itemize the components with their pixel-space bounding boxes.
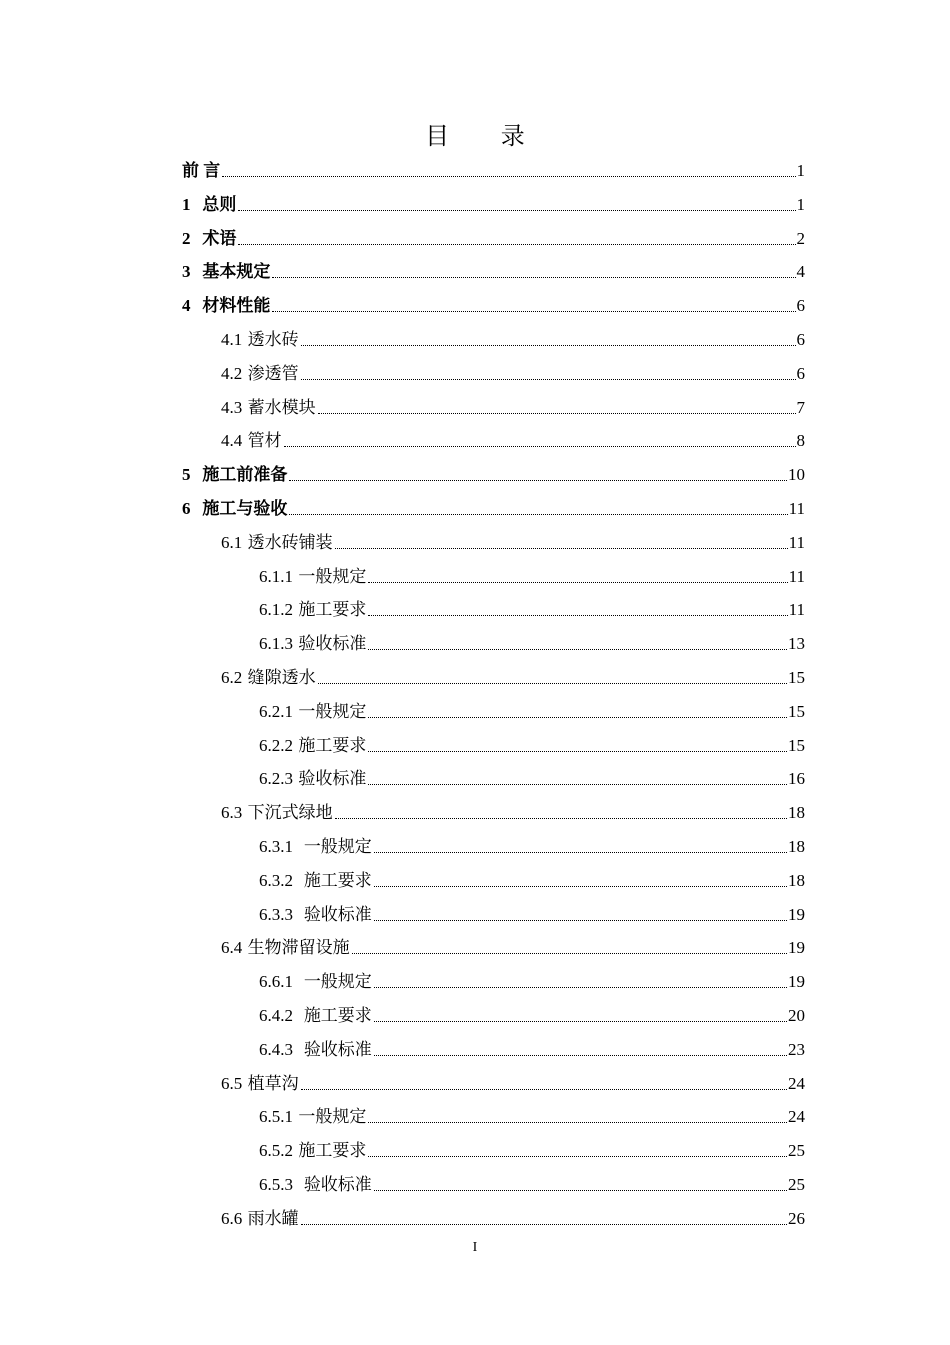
toc-entry-label: [259, 904, 373, 926]
toc-entry-label: [182, 295, 271, 317]
toc-entry-label: [182, 228, 237, 250]
toc-entry-label: [259, 735, 367, 757]
toc-entry-number: 6.4: [221, 938, 243, 958]
toc-entry-text: 施工要求: [298, 600, 367, 621]
toc-entry-number: 5: [182, 465, 191, 485]
toc-entry-label: [259, 1106, 367, 1128]
toc-entry-label: [182, 160, 221, 182]
toc-entry-number: 4.2: [221, 363, 243, 383]
toc-entry-text: 材料性能: [202, 296, 271, 317]
toc-entry-page: 11: [788, 600, 805, 620]
toc-entry[interactable]: [259, 896, 805, 926]
toc-entry-text: 基本规定: [202, 262, 271, 283]
toc-entry[interactable]: [259, 625, 805, 655]
toc-entry-text: 下沉式绿地: [247, 803, 333, 824]
toc-entry-label: [221, 430, 283, 452]
toc-entry-page: 7: [796, 397, 805, 417]
toc-entry-number: 4.1: [221, 330, 243, 349]
toc-entry-number: 4.3: [221, 397, 243, 417]
toc-entry-label: [259, 1140, 367, 1162]
toc-entry-text: 施工前准备: [202, 465, 288, 486]
toc-entry-number: 6.6.1: [259, 972, 293, 992]
page-title: 目 录: [425, 122, 547, 150]
dot-leader: [374, 886, 787, 887]
dot-leader: [289, 480, 787, 481]
toc-entry[interactable]: [221, 794, 805, 824]
toc-entry-number: 6.2.1: [259, 701, 293, 721]
toc-entry-text: 蓄水模块: [247, 397, 316, 418]
dot-leader: [335, 548, 788, 549]
toc-entry[interactable]: [259, 1132, 805, 1162]
toc-entry-text: 验收标准: [303, 904, 372, 925]
toc-entry-label: [221, 1208, 300, 1230]
toc-entry-page: 20: [788, 1006, 805, 1025]
toc-entry-text: 验收标准: [298, 634, 367, 655]
toc-entry-text: 生物滞留设施: [247, 938, 350, 959]
toc-entry-label: [259, 971, 373, 993]
toc-entry-page: 6: [796, 296, 805, 316]
toc-entry-gap: [293, 905, 304, 925]
dot-leader: [374, 987, 787, 988]
dot-leader: [335, 818, 787, 819]
dot-leader: [374, 920, 787, 921]
toc-entry-label: [259, 1039, 373, 1061]
toc-entry-label: [221, 532, 334, 554]
toc-entry-text: 验收标准: [303, 1175, 372, 1195]
toc-entry-page: 6: [796, 330, 805, 349]
toc-entry-gap: [293, 871, 304, 891]
toc-entry-label: [259, 768, 367, 790]
toc-entry-text: 验收标准: [303, 1039, 372, 1060]
toc-entry-number: 6.1: [221, 532, 243, 552]
toc-entry-text: 一般规定: [298, 701, 367, 722]
toc-entry[interactable]: [221, 422, 805, 452]
toc-entry-text: 施工与验收: [202, 499, 288, 519]
toc-entry[interactable]: [259, 1166, 805, 1196]
toc-entry-label: [182, 261, 271, 283]
toc-entry-page: 4: [796, 262, 805, 282]
toc-entry-page: 19: [788, 904, 805, 924]
toc-entry-text: 渗透管: [247, 363, 299, 384]
dot-leader: [368, 615, 787, 616]
dot-leader: [301, 345, 796, 346]
toc-entry[interactable]: [259, 862, 805, 892]
dot-leader: [374, 1190, 787, 1191]
toc-entry[interactable]: [221, 389, 805, 419]
toc-entry[interactable]: [259, 997, 805, 1027]
dot-leader: [368, 649, 787, 650]
toc-entry-number: 6.4.2: [259, 1006, 293, 1025]
toc-entry-text: 术语: [202, 228, 237, 249]
toc-entry-page: 19: [788, 938, 805, 958]
toc-entry-gap: [191, 499, 203, 519]
toc-entry-text: 透水砖: [247, 330, 299, 350]
dot-leader: [301, 1224, 787, 1225]
toc-entry-number: 1: [182, 194, 191, 214]
toc-entry-label: [259, 1174, 373, 1196]
toc-entry[interactable]: [259, 828, 805, 858]
toc-entry-text: 雨水罐: [247, 1208, 299, 1229]
toc-entry-text: 植草沟: [247, 1073, 299, 1094]
toc-entry-gap: [191, 195, 203, 215]
toc-entry-number: 6.5.1: [259, 1107, 293, 1127]
toc-entry-label: [221, 329, 300, 351]
toc-entry-text: 验收标准: [298, 769, 367, 790]
toc-entry-text: 施工要求: [298, 735, 367, 756]
toc-entry-page: 15: [788, 668, 805, 687]
toc-entry-page: 18: [788, 837, 805, 856]
toc-entry-page: 2: [796, 228, 805, 248]
toc-entry-text: 一般规定: [298, 566, 367, 587]
toc-entry-label: [221, 802, 334, 824]
toc-entry[interactable]: [259, 760, 805, 790]
dot-leader: [272, 311, 795, 312]
dot-leader: [368, 717, 787, 718]
toc-entry-page: 23: [788, 1039, 805, 1059]
toc-entry-number: 6.2: [221, 668, 243, 687]
toc-entry-label: [221, 667, 317, 689]
toc-entry-number: 6.2.3: [259, 769, 293, 789]
toc-entry-gap: [191, 465, 203, 485]
dot-leader: [222, 176, 795, 177]
toc-entry-number: 6.2.2: [259, 735, 293, 755]
dot-leader: [318, 413, 796, 414]
toc-entry-page: 18: [788, 803, 805, 823]
toc-entry-page: 11: [788, 532, 805, 552]
toc-entry-number: 6.5.3: [259, 1175, 293, 1194]
toc-entry-page: 18: [788, 870, 805, 890]
toc-entry[interactable]: [259, 558, 805, 588]
toc-entry-page: 26: [788, 1208, 805, 1228]
toc-entry-label: [182, 464, 288, 486]
toc-entry-number: 6: [182, 499, 191, 518]
toc-entry-page: 13: [788, 634, 805, 654]
toc-entry[interactable]: [259, 693, 805, 723]
dot-leader: [374, 852, 787, 853]
toc-entry-gap: [293, 972, 304, 992]
toc-entry-page: 11: [788, 499, 805, 518]
toc-entry-number: 6.1.3: [259, 634, 293, 654]
toc-entry[interactable]: [259, 1098, 805, 1128]
toc-entry[interactable]: [259, 591, 805, 621]
toc-entry-label: [259, 1005, 373, 1027]
toc-entry-label: [221, 363, 300, 385]
toc-entry[interactable]: [182, 456, 805, 486]
toc-entry[interactable]: [221, 355, 805, 385]
toc-entry-text: 缝隙透水: [247, 668, 316, 688]
toc-entry-label: [259, 701, 367, 723]
dot-leader: [289, 514, 787, 515]
toc-entry[interactable]: [182, 186, 805, 216]
toc-entry-number: 6.3.1: [259, 837, 293, 856]
toc-entry[interactable]: [182, 220, 805, 250]
toc-entry-page: 8: [796, 431, 805, 451]
toc-entry-number: 4.4: [221, 431, 243, 451]
dot-leader: [301, 379, 796, 380]
toc-entry-page: 19: [788, 972, 805, 992]
dot-leader: [368, 784, 787, 785]
toc-entry-page: 6: [796, 363, 805, 383]
toc-entry-label: [259, 836, 373, 858]
toc-entry-number: 6.6: [221, 1208, 243, 1228]
toc-entry-text: 透水砖铺装: [247, 532, 333, 553]
toc-entry[interactable]: [182, 490, 805, 520]
dot-leader: [284, 446, 796, 447]
dot-leader: [272, 277, 795, 278]
toc-entry-text: 施工要求: [303, 1006, 372, 1026]
toc-entry-number: 6.5.2: [259, 1141, 293, 1161]
toc-entry-number: 前 言: [182, 161, 221, 180]
page-number-footer: I: [472, 1240, 478, 1255]
toc-entry[interactable]: [259, 727, 805, 757]
toc-entry-text: 施工要求: [298, 1141, 367, 1162]
dot-leader: [238, 210, 795, 211]
toc-entry[interactable]: [221, 1065, 805, 1095]
dot-leader: [238, 244, 795, 245]
toc-entry-label: [259, 599, 367, 621]
toc-entry-label: [259, 566, 367, 588]
dot-leader: [374, 1021, 787, 1022]
dot-leader: [352, 953, 787, 954]
toc-entry-number: 3: [182, 262, 191, 282]
toc-entry-label: [221, 937, 351, 959]
toc-entry-text: 一般规定: [298, 1107, 367, 1128]
toc-entry[interactable]: [182, 253, 805, 283]
toc-entry-page: 1: [796, 161, 805, 180]
toc-entry-label: [259, 633, 367, 655]
toc-entry-text: 一般规定: [303, 837, 372, 857]
dot-leader: [374, 1055, 787, 1056]
toc-entry[interactable]: [221, 321, 805, 351]
toc-entry-page: 10: [788, 465, 805, 485]
toc-entry[interactable]: [221, 659, 805, 689]
toc-entry-label: [221, 397, 317, 419]
toc-entry-page: 24: [788, 1073, 805, 1093]
toc-entry-gap: [191, 296, 203, 316]
toc-entry-page: 11: [788, 566, 805, 586]
toc-entry-number: 6.4.3: [259, 1039, 293, 1059]
toc-entry[interactable]: [221, 929, 805, 959]
toc-entry-label: [221, 1073, 300, 1095]
toc-entry-number: 4: [182, 296, 191, 316]
toc-entry-text: 总则: [202, 194, 237, 215]
toc-entry-page: 16: [788, 769, 805, 789]
toc-entry-label: [259, 870, 373, 892]
toc-entry-number: 6.3.2: [259, 870, 293, 890]
toc-entry-text: 一般规定: [303, 972, 372, 993]
toc-entry[interactable]: [259, 963, 805, 993]
toc-entry[interactable]: [182, 152, 805, 182]
toc-entry-gap: [293, 837, 304, 857]
toc-entry-number: 6.3: [221, 803, 243, 823]
toc-entry-label: [182, 194, 237, 216]
toc-entry[interactable]: [259, 1031, 805, 1061]
toc-entry-gap: [191, 229, 203, 249]
toc-entry-text: 管材: [247, 431, 282, 452]
toc-entry-number: 6.1.2: [259, 600, 293, 620]
dot-leader: [368, 751, 787, 752]
toc-entry[interactable]: [221, 524, 805, 554]
dot-leader: [368, 1156, 787, 1157]
toc-entry-page: 15: [788, 701, 805, 721]
toc-entry-number: 6.5: [221, 1073, 243, 1093]
dot-leader: [368, 582, 787, 583]
toc-entry-page: 25: [788, 1141, 805, 1161]
toc-entry-text: 施工要求: [303, 870, 372, 891]
toc-entry[interactable]: [221, 1200, 805, 1230]
toc-entry-gap: [293, 1040, 304, 1060]
dot-leader: [301, 1089, 787, 1090]
toc-entry-number: 6.1.1: [259, 566, 293, 586]
toc-entry-page: 1: [796, 194, 805, 214]
toc-entry-page: 15: [788, 735, 805, 755]
dot-leader: [368, 1122, 787, 1123]
dot-leader: [318, 683, 787, 684]
toc-entry-gap: [191, 262, 203, 282]
toc-entry-number: 2: [182, 228, 191, 248]
toc-entry-gap: [293, 1006, 304, 1026]
toc-entry-page: 24: [788, 1107, 805, 1127]
toc-entry-number: 6.3.3: [259, 904, 293, 924]
toc-entry[interactable]: [182, 287, 805, 317]
toc-entry-page: 25: [788, 1175, 805, 1194]
toc-entry-label: [182, 498, 288, 520]
toc-entry-gap: [293, 1175, 304, 1195]
